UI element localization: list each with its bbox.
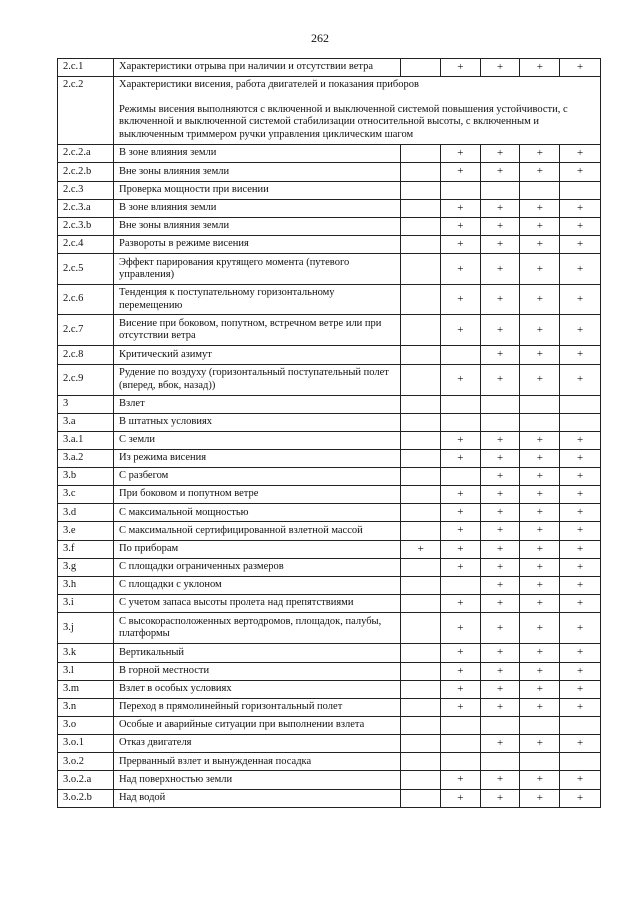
table-row [58,644,601,662]
row-mark-col-5: + [560,595,601,613]
row-mark-col-3: + [480,698,520,716]
row-mark-col-3: + [480,59,520,77]
row-mark-col-4 [520,753,560,771]
row-mark-col-3: + [480,364,520,395]
row-mark-col-3: + [480,644,520,662]
row-description: Эффект парирования крутящего момента (путевого управления) [114,254,401,285]
row-description: Характеристики отрыва при наличии и отсутствии ветра [114,59,401,77]
row-code: 2.c.2 [58,77,114,145]
row-mark-col-5: + [560,522,601,540]
row-mark-col-1 [401,467,441,485]
row-mark-col-4: + [520,662,560,680]
row-mark-col-5: + [560,577,601,595]
row-mark-col-4: + [520,254,560,285]
row-mark-col-2: + [441,662,481,680]
row-mark-col-3: + [480,145,520,163]
row-mark-col-3: + [480,735,520,753]
row-code: 2.c.3.a [58,199,114,217]
row-mark-col-5: + [560,540,601,558]
row-description: В горной местности [114,662,401,680]
row-mark-col-4: + [520,145,560,163]
table-row [58,680,601,698]
row-mark-col-2: + [441,540,481,558]
row-mark-col-5 [560,181,601,199]
row-description: Отказ двигателя [114,735,401,753]
row-mark-col-5: + [560,163,601,181]
row-mark-col-3: + [480,449,520,467]
row-mark-col-4 [520,395,560,413]
row-mark-col-2: + [441,235,481,253]
row-mark-col-5: + [560,644,601,662]
row-description: Над водой [114,789,401,807]
row-code: 3.a.1 [58,431,114,449]
row-code: 3.h [58,577,114,595]
row-mark-col-3: + [480,504,520,522]
table-row [58,235,601,253]
row-mark-col-5: + [560,662,601,680]
row-mark-col-4: + [520,504,560,522]
row-code: 3.g [58,558,114,576]
row-mark-col-5: + [560,735,601,753]
row-mark-col-5: + [560,199,601,217]
row-mark-col-4: + [520,698,560,716]
table-row [58,145,601,163]
table-row [58,59,601,77]
row-description: Переход в прямолинейный горизонтальный полет [114,698,401,716]
row-mark-col-1: + [401,540,441,558]
table-row [58,753,601,771]
row-mark-col-2 [441,753,481,771]
row-mark-col-4: + [520,771,560,789]
table-row [58,558,601,576]
row-mark-col-5: + [560,467,601,485]
row-description: Висение при боковом, попутном, встречном ветре или при отсутствии ветра [114,315,401,346]
row-mark-col-2: + [441,145,481,163]
row-mark-col-1 [401,364,441,395]
row-mark-col-5: + [560,315,601,346]
row-code: 2.c.6 [58,285,114,315]
row-mark-col-1 [401,698,441,716]
table-row [58,522,601,540]
table-row [58,77,601,145]
training-elements-table [57,58,601,808]
row-mark-col-1 [401,771,441,789]
row-mark-col-5: + [560,346,601,364]
row-mark-col-3: + [480,577,520,595]
row-mark-col-3: + [480,285,520,315]
row-mark-col-2: + [441,199,481,217]
row-description: С высокорасположенных вертодромов, площадок, палубы, платформы [114,613,401,644]
row-mark-col-4: + [520,522,560,540]
row-mark-col-3: + [480,217,520,235]
row-mark-col-1 [401,181,441,199]
row-mark-col-1 [401,577,441,595]
table-row [58,431,601,449]
row-mark-col-4: + [520,59,560,77]
table-row [58,540,601,558]
row-mark-col-4: + [520,467,560,485]
row-mark-col-3: + [480,431,520,449]
row-mark-col-5: + [560,235,601,253]
row-mark-col-4: + [520,540,560,558]
row-mark-col-1 [401,413,441,431]
row-mark-col-5: + [560,698,601,716]
row-mark-col-3: + [480,163,520,181]
row-mark-col-5: + [560,254,601,285]
row-mark-col-5: + [560,613,601,644]
row-mark-col-1 [401,449,441,467]
row-mark-col-5: + [560,771,601,789]
table-row [58,346,601,364]
row-code: 2.c.5 [58,254,114,285]
row-mark-col-2: + [441,504,481,522]
row-mark-col-3: + [480,540,520,558]
row-mark-col-3: + [480,558,520,576]
row-mark-col-3: + [480,680,520,698]
row-mark-col-2: + [441,431,481,449]
row-code: 3.o.2 [58,753,114,771]
row-mark-col-2 [441,346,481,364]
row-mark-col-3: + [480,771,520,789]
row-description-note: Режимы висения выполняются с включенной и выключенной системой повышения устойчивости, с включенной и выключенной системой стабилизации относительной высоты, с включенным и выключенным триммером ручки управления циклическим шагом [119,103,568,140]
row-mark-col-5: + [560,486,601,504]
row-mark-col-5: + [560,449,601,467]
row-mark-col-4: + [520,217,560,235]
row-mark-col-5: + [560,431,601,449]
row-mark-col-1 [401,717,441,735]
row-mark-col-1 [401,163,441,181]
row-code: 3.o.1 [58,735,114,753]
row-description: Особые и аварийные ситуации при выполнении взлета [114,717,401,735]
row-mark-col-4: + [520,199,560,217]
row-mark-col-2 [441,395,481,413]
row-description: Взлет [114,395,401,413]
row-mark-col-2: + [441,613,481,644]
row-code: 3.f [58,540,114,558]
table-row [58,717,601,735]
row-code: 3.o.2.a [58,771,114,789]
table-row [58,413,601,431]
row-mark-col-5 [560,717,601,735]
row-mark-col-2: + [441,59,481,77]
row-description [114,77,601,145]
row-mark-col-5 [560,395,601,413]
row-code: 3.a [58,413,114,431]
row-mark-col-2 [441,577,481,595]
row-mark-col-2: + [441,558,481,576]
row-mark-col-2: + [441,254,481,285]
row-description: Развороты в режиме висения [114,235,401,253]
row-mark-col-1 [401,735,441,753]
row-description: С площадки ограниченных размеров [114,558,401,576]
row-mark-col-2: + [441,771,481,789]
row-mark-col-4 [520,717,560,735]
row-description: С разбегом [114,467,401,485]
row-description-title: Характеристики висения, работа двигателей и показания приборов [119,79,419,91]
row-mark-col-3 [480,395,520,413]
row-mark-col-4: + [520,346,560,364]
row-mark-col-1 [401,199,441,217]
row-mark-col-1 [401,235,441,253]
row-code: 2.c.3.b [58,217,114,235]
row-mark-col-5: + [560,59,601,77]
row-description: С максимальной сертифицированной взлетной массой [114,522,401,540]
row-mark-col-1 [401,558,441,576]
row-mark-col-4: + [520,163,560,181]
row-mark-col-4: + [520,558,560,576]
row-description: Вертикальный [114,644,401,662]
row-mark-col-1 [401,346,441,364]
row-code: 3.k [58,644,114,662]
row-mark-col-2: + [441,644,481,662]
row-code: 2.c.2.a [58,145,114,163]
row-code: 2.c.7 [58,315,114,346]
row-mark-col-2: + [441,680,481,698]
row-code: 3.e [58,522,114,540]
table-row [58,315,601,346]
row-description: С земли [114,431,401,449]
row-mark-col-3: + [480,613,520,644]
row-mark-col-4 [520,413,560,431]
row-description: Рудение по воздуху (горизонтальный поступательный полет (вперед, вбок, назад)) [114,364,401,395]
row-mark-col-1 [401,217,441,235]
row-description: Проверка мощности при висении [114,181,401,199]
row-mark-col-4: + [520,431,560,449]
row-mark-col-1 [401,59,441,77]
row-code: 3.m [58,680,114,698]
row-description: По приборам [114,540,401,558]
row-mark-col-3: + [480,662,520,680]
table-row [58,595,601,613]
row-code: 3.i [58,595,114,613]
row-mark-col-4: + [520,235,560,253]
row-mark-col-2: + [441,285,481,315]
row-mark-col-1 [401,753,441,771]
row-mark-col-1 [401,504,441,522]
row-code: 2.c.4 [58,235,114,253]
row-mark-col-4: + [520,577,560,595]
row-description: Вне зоны влияния земли [114,217,401,235]
row-mark-col-5: + [560,285,601,315]
table-row [58,698,601,716]
row-mark-col-5: + [560,217,601,235]
row-description: Прерванный взлет и вынужденная посадка [114,753,401,771]
row-mark-col-1 [401,431,441,449]
table-row [58,771,601,789]
row-mark-col-1 [401,145,441,163]
table-row [58,504,601,522]
row-mark-col-1 [401,595,441,613]
row-description: Взлет в особых условиях [114,680,401,698]
row-mark-col-1 [401,662,441,680]
row-mark-col-1 [401,315,441,346]
row-mark-col-3: + [480,595,520,613]
row-mark-col-5: + [560,558,601,576]
row-description: В зоне влияния земли [114,199,401,217]
row-mark-col-5: + [560,680,601,698]
row-mark-col-1 [401,254,441,285]
row-mark-col-4 [520,181,560,199]
row-description: Вне зоны влияния земли [114,163,401,181]
row-code: 3.d [58,504,114,522]
row-code: 2.c.1 [58,59,114,77]
row-mark-col-4: + [520,449,560,467]
row-mark-col-2: + [441,315,481,346]
row-description: В зоне влияния земли [114,145,401,163]
row-code: 3.c [58,486,114,504]
row-description: Критический азимут [114,346,401,364]
row-mark-col-1 [401,395,441,413]
row-mark-col-3 [480,413,520,431]
row-mark-col-5 [560,413,601,431]
row-mark-col-5: + [560,364,601,395]
table-row [58,181,601,199]
row-mark-col-1 [401,644,441,662]
row-mark-col-4: + [520,595,560,613]
table-row [58,467,601,485]
row-mark-col-2: + [441,163,481,181]
table-row [58,789,601,807]
row-mark-col-4: + [520,285,560,315]
row-mark-col-5: + [560,789,601,807]
row-mark-col-5: + [560,145,601,163]
row-mark-col-2: + [441,698,481,716]
row-mark-col-5: + [560,504,601,522]
row-code: 2.c.8 [58,346,114,364]
row-code: 3.l [58,662,114,680]
row-mark-col-3: + [480,486,520,504]
row-mark-col-3: + [480,254,520,285]
row-code: 2.c.3 [58,181,114,199]
row-mark-col-4: + [520,315,560,346]
row-mark-col-1 [401,522,441,540]
row-mark-col-1 [401,486,441,504]
row-mark-col-3: + [480,789,520,807]
table-row [58,662,601,680]
row-mark-col-3: + [480,315,520,346]
row-description: Тенденция к поступательному горизонтальному перемещению [114,285,401,315]
row-code: 3.a.2 [58,449,114,467]
row-mark-col-4: + [520,680,560,698]
table-row [58,449,601,467]
row-mark-col-3: + [480,522,520,540]
row-mark-col-2 [441,717,481,735]
row-mark-col-2: + [441,595,481,613]
row-mark-col-2: + [441,789,481,807]
row-description: С максимальной мощностью [114,504,401,522]
row-mark-col-2: + [441,449,481,467]
table-row [58,486,601,504]
row-mark-col-3: + [480,199,520,217]
row-code: 3.n [58,698,114,716]
table-row [58,199,601,217]
row-mark-col-2: + [441,364,481,395]
row-mark-col-2: + [441,217,481,235]
row-mark-col-3 [480,717,520,735]
table-row [58,613,601,644]
row-mark-col-2: + [441,522,481,540]
row-mark-col-3: + [480,467,520,485]
row-mark-col-4: + [520,364,560,395]
row-mark-col-1 [401,613,441,644]
row-description: С учетом запаса высоты пролета над препятствиями [114,595,401,613]
row-mark-col-3 [480,753,520,771]
row-mark-col-2 [441,413,481,431]
row-description: Из режима висения [114,449,401,467]
table-row [58,217,601,235]
table-row [58,364,601,395]
row-description: С площадки с уклоном [114,577,401,595]
row-code: 3.b [58,467,114,485]
row-code: 2.c.2.b [58,163,114,181]
row-mark-col-2 [441,181,481,199]
row-mark-col-2 [441,735,481,753]
row-code: 2.c.9 [58,364,114,395]
row-code: 3.o.2.b [58,789,114,807]
row-mark-col-4: + [520,735,560,753]
row-mark-col-4: + [520,486,560,504]
row-mark-col-3 [480,181,520,199]
row-mark-col-1 [401,680,441,698]
row-mark-col-5 [560,753,601,771]
row-mark-col-4: + [520,644,560,662]
row-description: Над поверхностью земли [114,771,401,789]
row-mark-col-2: + [441,486,481,504]
table-row [58,735,601,753]
table-row [58,285,601,315]
row-code: 3 [58,395,114,413]
table-row [58,577,601,595]
row-mark-col-1 [401,285,441,315]
row-mark-col-3: + [480,235,520,253]
row-code: 3.j [58,613,114,644]
page-number: 262 [311,31,329,45]
row-mark-col-4: + [520,789,560,807]
row-code: 3.o [58,717,114,735]
row-mark-col-2 [441,467,481,485]
table-row [58,395,601,413]
row-mark-col-1 [401,789,441,807]
row-description: В штатных условиях [114,413,401,431]
row-mark-col-3: + [480,346,520,364]
row-mark-col-4: + [520,613,560,644]
table-row [58,163,601,181]
table-row [58,254,601,285]
row-description: При боковом и попутном ветре [114,486,401,504]
